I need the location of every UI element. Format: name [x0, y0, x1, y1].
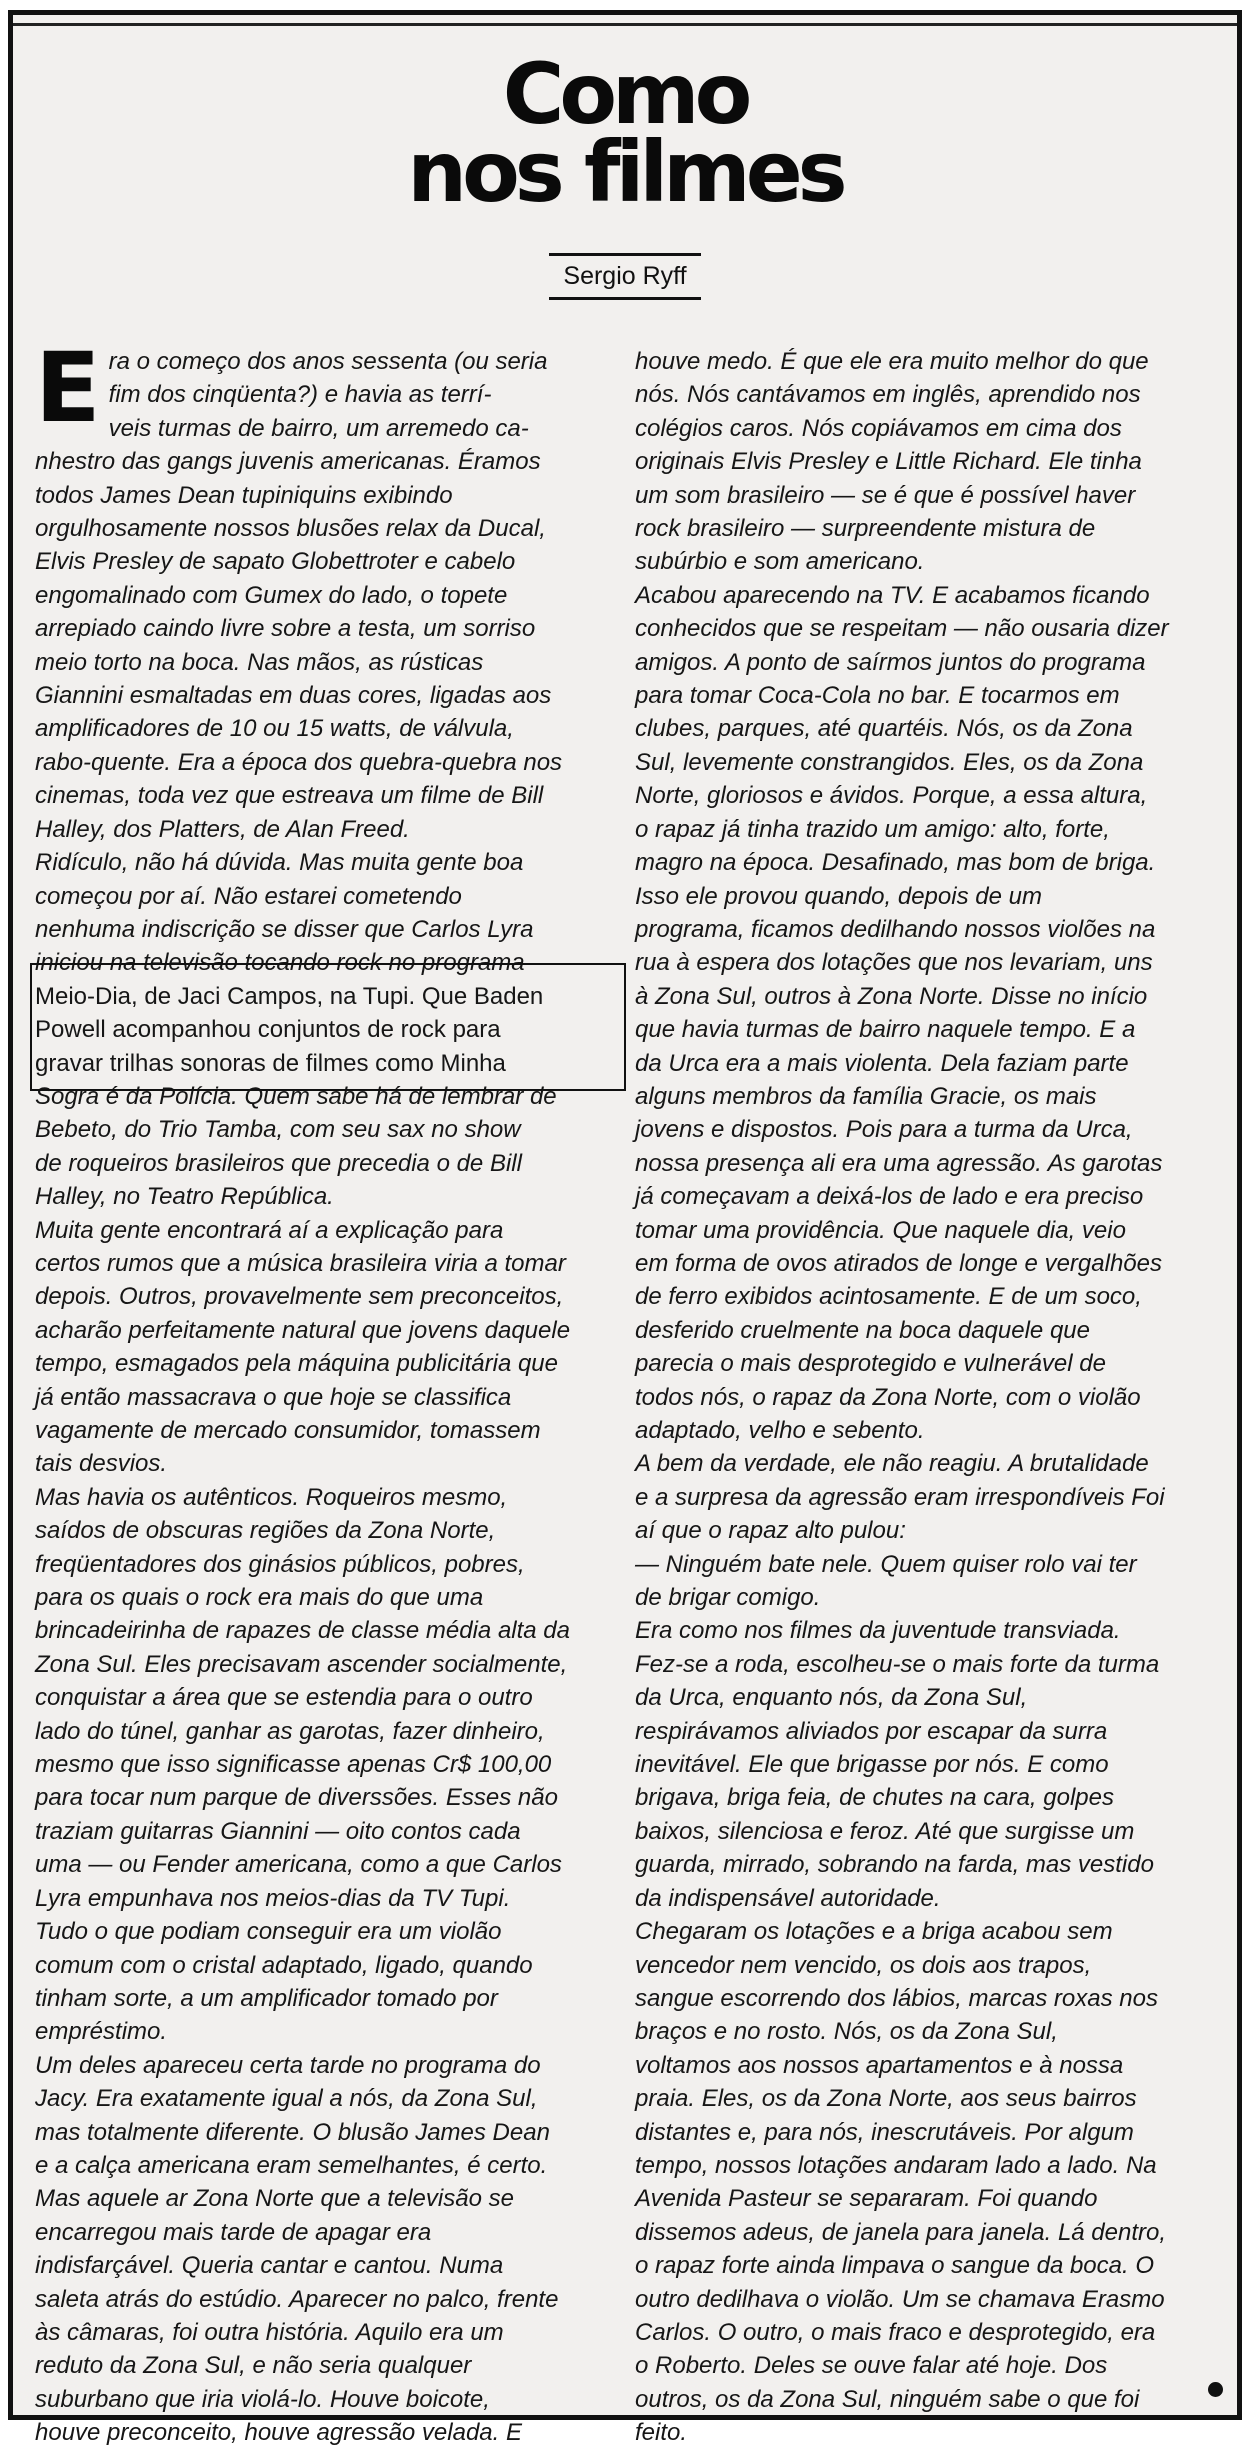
text-line: empréstimo. — [35, 2018, 168, 2046]
text-line: nhestro das gangs juvenis americanas. Éramos — [35, 448, 541, 476]
text-line: brigava, briga feia, de chutes na cara, golpes — [635, 1784, 1114, 1812]
text-line: mas totalmente diferente. O blusão James Dean — [35, 2118, 550, 2146]
text-line: Mas havia os autênticos. Roqueiros mesmo, — [35, 1483, 508, 1511]
text-line: magro na época. Desafinado, mas bom de briga. — [635, 849, 1156, 877]
text-line: para tocar num parque de diverssões. Esses não — [35, 1784, 558, 1812]
text-line: já então massacrava o que hoje se classifica — [35, 1383, 512, 1411]
title-line-2: nos filmes — [407, 123, 843, 221]
text-line: da Urca era a mais violenta. Dela faziam parte — [635, 1049, 1129, 1077]
text-line: brincadeirinha de rapazes de classe média alta da — [35, 1617, 570, 1645]
text-line: tomar uma providência. Que naquele dia, veio — [635, 1216, 1126, 1244]
text-line: feito. — [635, 2419, 688, 2447]
drop-cap: E — [35, 332, 101, 444]
text-line: clubes, parques, até quartéis. Nós, os da Zona — [635, 715, 1133, 743]
text-line: mesmo que isso significasse apenas Cr$ 100,00 — [35, 1751, 552, 1779]
text-line: Muita gente encontrará aí a explicação para — [35, 1216, 504, 1244]
text-line: Powell acompanhou conjuntos de rock para — [35, 1016, 501, 1044]
text-line: A bem da verdade, ele não reagiu. A brutalidade — [635, 1450, 1149, 1478]
text-line: Lyra empunhava nos meios-dias da TV Tupi. — [35, 1884, 511, 1912]
byline — [13, 253, 1237, 300]
text-line: iniciou na televisão tocando rock no programa — [35, 949, 525, 977]
text-line: conhecidos que se respeitam — não ousaria dizer — [635, 615, 1169, 643]
text-line: Acabou aparecendo na TV. E acabamos ficando — [635, 581, 1150, 609]
text-line: de roqueiros brasileiros que precedia o de Bill — [35, 1149, 522, 1177]
text-line: Um deles apareceu certa tarde no programa do — [35, 2051, 541, 2079]
text-line: todos nós, o rapaz da Zona Norte, com o violão — [635, 1383, 1141, 1411]
text-line: amplificadores de 10 ou 15 watts, de válvula, — [35, 715, 514, 743]
text-line: outros, os da Zona Sul, ninguém sabe o que foi — [635, 2385, 1140, 2413]
text-line: Tudo o que podiam conseguir era um violão — [35, 1918, 502, 1946]
title-line-1: Como — [502, 45, 748, 143]
text-line: amigos. A ponto de saírmos juntos do programa — [635, 648, 1146, 676]
text-line: dissemos adeus, de janela para janela. Lá dentro, — [635, 2218, 1167, 2246]
text-line: meio torto na boca. Nas mãos, as rústicas — [35, 648, 484, 676]
text-line: lado do túnel, ganhar as garotas, fazer dinheiro, — [35, 1717, 545, 1745]
text-line: acharão perfeitamente natural que jovens daquele — [35, 1316, 571, 1344]
text-line: o rapaz já tinha trazido um amigo: alto, forte, — [635, 815, 1110, 843]
text-line: encarregou mais tarde de apagar era — [35, 2218, 432, 2246]
text-line: braços e no rosto. Nós, os da Zona Sul, — [635, 2018, 1058, 2046]
text-line: todos James Dean tupiniquins exibindo — [35, 481, 453, 509]
text-line: houve medo. É que ele era muito melhor do que — [635, 348, 1149, 375]
text-line: arrepiado caindo livre sobre a testa, um sorriso — [35, 615, 536, 643]
text-line: adaptado, velho e sebento. — [635, 1417, 925, 1444]
text-line: Elvis Presley de sapato Globettroter e cabelo — [35, 548, 516, 576]
text-line: rua à espera dos lotações que nos levariam, uns — [635, 949, 1153, 977]
text-line: jovens e dispostos. Pois para a turma da Urca, — [635, 1116, 1133, 1144]
text-line: gravar trilhas sonoras de filmes como Minha — [35, 1049, 506, 1077]
text-line: o Roberto. Deles se ouve falar até hoje. Dos — [635, 2352, 1108, 2380]
text-line: respirávamos aliviados por escapar da surra — [635, 1717, 1108, 1745]
text-line: um som brasileiro — se é que é possível haver — [635, 481, 1136, 509]
text-line: depois. Outros, provavelmente sem preconceitos, — [35, 1283, 564, 1311]
text-line: voltamos aos nossos apartamentos e à nossa — [635, 2051, 1124, 2079]
text-line: engomalinado com Gumex do lado, o topete — [35, 581, 508, 609]
text-line: reduto da Zona Sul, e não seria qualquer — [35, 2352, 472, 2380]
text-line: sangue escorrendo dos lábios, marcas roxas nos — [635, 1984, 1158, 2012]
text-line: Meio-Dia, de Jaci Campos, na Tupi. Que Baden — [35, 982, 544, 1010]
text-line: conquistar a área que se estendia para o outro — [35, 1684, 533, 1712]
text-line: guarda, mirrado, sobrando na farda, mas vestido — [635, 1851, 1154, 1879]
text-line: de ferro exibidos acintosamente. E de um soco, — [635, 1283, 1142, 1311]
text-line: vencedor nem vencido, os dois aos trapos, — [635, 1951, 1092, 1979]
text-line: vagamente de mercado consumidor, tomassem — [35, 1417, 541, 1444]
text-line: Bebeto, do Trio Tamba, com seu sax no show — [35, 1116, 521, 1144]
text-line: inevitável. Ele que brigasse por nós. E como — [635, 1751, 1109, 1779]
text-line: alguns membros da família Gracie, os mais — [635, 1082, 1097, 1110]
article-page — [8, 10, 1242, 2447]
text-line: freqüentadores dos ginásios públicos, pobres, — [35, 1550, 525, 1578]
text-line: comum com o cristal adaptado, ligado, quando — [35, 1951, 533, 1979]
text-line: Halley, dos Platters, de Alan Freed. — [35, 815, 410, 843]
text-line: já começavam a deixá-los de lado e era preciso — [635, 1183, 1144, 1211]
text-line: saídos de obscuras regiões da Zona Norte, — [35, 1517, 496, 1545]
text-line: às câmaras, foi outra história. Aquilo era um — [35, 2318, 504, 2346]
text-line: que havia turmas de bairro naquele tempo. E a — [635, 1016, 1136, 1044]
text-line: Carlos. O outro, o mais fraco e desprotegido, era — [635, 2318, 1156, 2346]
text-line: ra o começo dos anos sessenta (ou seria — [108, 348, 548, 375]
text-line: programa, ficamos dedilhando nossos violões na — [635, 915, 1156, 943]
text-line: houve preconceito, houve agressão velada. E — [35, 2419, 522, 2447]
text-line: Jacy. Era exatamente igual a nós, da Zona Sul, — [35, 2085, 538, 2113]
text-line: de brigar comigo. — [635, 1584, 821, 1612]
text-line: Halley, no Teatro República. — [35, 1183, 334, 1211]
text-line: Giannini esmaltadas em duas cores, ligadas aos — [35, 682, 552, 710]
text-line: saleta atrás do estúdio. Aparecer no palco, frente — [35, 2285, 559, 2313]
text-line: começou por aí. Não estarei cometendo — [35, 882, 462, 910]
text-line: o rapaz forte ainda limpava o sangue da boca. O — [635, 2252, 1154, 2280]
text-line: Ridículo, não há dúvida. Mas muita gente boa — [35, 849, 524, 877]
text-line: tinham sorte, a um amplificador tomado por — [35, 1984, 498, 2012]
text-line: orgulhosamente nossos blusões relax da Ducal, — [35, 515, 546, 543]
text-line: e a calça americana eram semelhantes, é certo. — [35, 2151, 548, 2179]
text-line: Era como nos filmes da juventude transviada. — [635, 1617, 1121, 1645]
text-line: nenhuma indiscrição se disser que Carlos Lyra — [35, 915, 534, 943]
highlight-box — [30, 963, 626, 1091]
text-line: fim dos cinqüenta?) e havia as terrí- — [108, 381, 492, 409]
text-line: distantes e, para nós, inescrutáveis. Por algum — [635, 2118, 1134, 2146]
text-line: traziam guitarras Giannini — oito contos cada — [35, 1817, 521, 1845]
end-bullet-icon — [1208, 2382, 1223, 2397]
text-line: Sogra é da Polícia. Quem sabe há de lembrar de — [35, 1082, 557, 1110]
text-line: desferido cruelmente na boca daquele que — [635, 1316, 1090, 1344]
text-line: tempo, nossos lotações andaram lado a lado. Na — [635, 2151, 1157, 2179]
top-rule — [13, 23, 1237, 26]
text-line: aí que o rapaz alto pulou: — [635, 1517, 906, 1545]
author-name: Sergio Ryff — [549, 253, 700, 300]
text-line: veis turmas de bairro, um arremedo ca- — [108, 414, 529, 442]
text-line: baixos, silenciosa e feroz. Até que surgisse um — [635, 1817, 1135, 1845]
text-line: da Urca, enquanto nós, da Zona Sul, — [635, 1684, 1028, 1712]
text-line: para os quais o rock era mais do que uma — [35, 1584, 484, 1612]
text-line: Mas aquele ar Zona Norte que a televisão se — [35, 2185, 514, 2213]
text-line: tais desvios. — [35, 1450, 168, 1478]
text-line: tempo, esmagados pela máquina publicitária que — [35, 1350, 558, 1378]
text-line: originais Elvis Presley e Little Richard. Ele tinha — [635, 448, 1142, 476]
text-line: cinemas, toda vez que estreava um filme de Bill — [35, 782, 544, 810]
text-line: Zona Sul. Eles precisavam ascender socialmente, — [35, 1650, 568, 1678]
text-line: nós. Nós cantávamos em inglês, aprendido nos — [635, 381, 1141, 409]
text-line: em forma de ovos atirados de longe e vergalhões — [635, 1249, 1162, 1277]
text-line: suburbano que iria violá-lo. Houve boicote, — [35, 2385, 490, 2413]
text-line: e a surpresa da agressão eram irrespondíveis Foi — [635, 1483, 1165, 1511]
text-line: certos rumos que a música brasileira viria a tomar — [35, 1249, 566, 1277]
right-column — [635, 345, 1235, 2450]
text-line: nossa presença ali era uma agressão. As garotas — [635, 1149, 1163, 1177]
left-column — [35, 332, 625, 2450]
text-line: Chegaram os lotações e a briga acabou sem — [635, 1918, 1113, 1946]
text-line: rock brasileiro — surpreendente mistura de — [635, 515, 1096, 543]
title-block — [13, 45, 1237, 221]
text-line: para tomar Coca-Cola no bar. E tocarmos em — [635, 682, 1120, 710]
text-line: — Ninguém bate nele. Quem quiser rolo vai ter — [635, 1550, 1137, 1578]
text-line: outro dedilhava o violão. Um se chamava Erasmo — [635, 2285, 1165, 2313]
text-line: colégios caros. Nós copiávamos em cima dos — [635, 414, 1122, 442]
text-line: praia. Eles, os da Zona Norte, aos seus bairros — [635, 2085, 1137, 2113]
text-line: Isso ele provou quando, depois de um — [635, 882, 1042, 910]
text-line: uma — ou Fender americana, como a que Carlos — [35, 1851, 562, 1879]
text-line: Sul, levemente constrangidos. Eles, os da Zona — [635, 748, 1144, 776]
text-line: Norte, gloriosos e ávidos. Porque, a essa altura, — [635, 782, 1148, 810]
text-line: parecia o mais desprotegido e vulnerável de — [635, 1350, 1106, 1378]
text-line: subúrbio e som americano. — [635, 548, 925, 576]
text-line: indisfarçável. Queria cantar e cantou. Numa — [35, 2252, 504, 2280]
text-line: à Zona Sul, outros à Zona Norte. Disse no início — [635, 982, 1148, 1010]
text-line: Fez-se a roda, escolheu-se o mais forte da turma — [635, 1650, 1160, 1678]
text-line: da indispensável autoridade. — [635, 1884, 941, 1912]
text-line: Avenida Pasteur se separaram. Foi quando — [635, 2185, 1098, 2213]
text-line: rabo-quente. Era a época dos quebra-quebra nos — [35, 748, 563, 776]
